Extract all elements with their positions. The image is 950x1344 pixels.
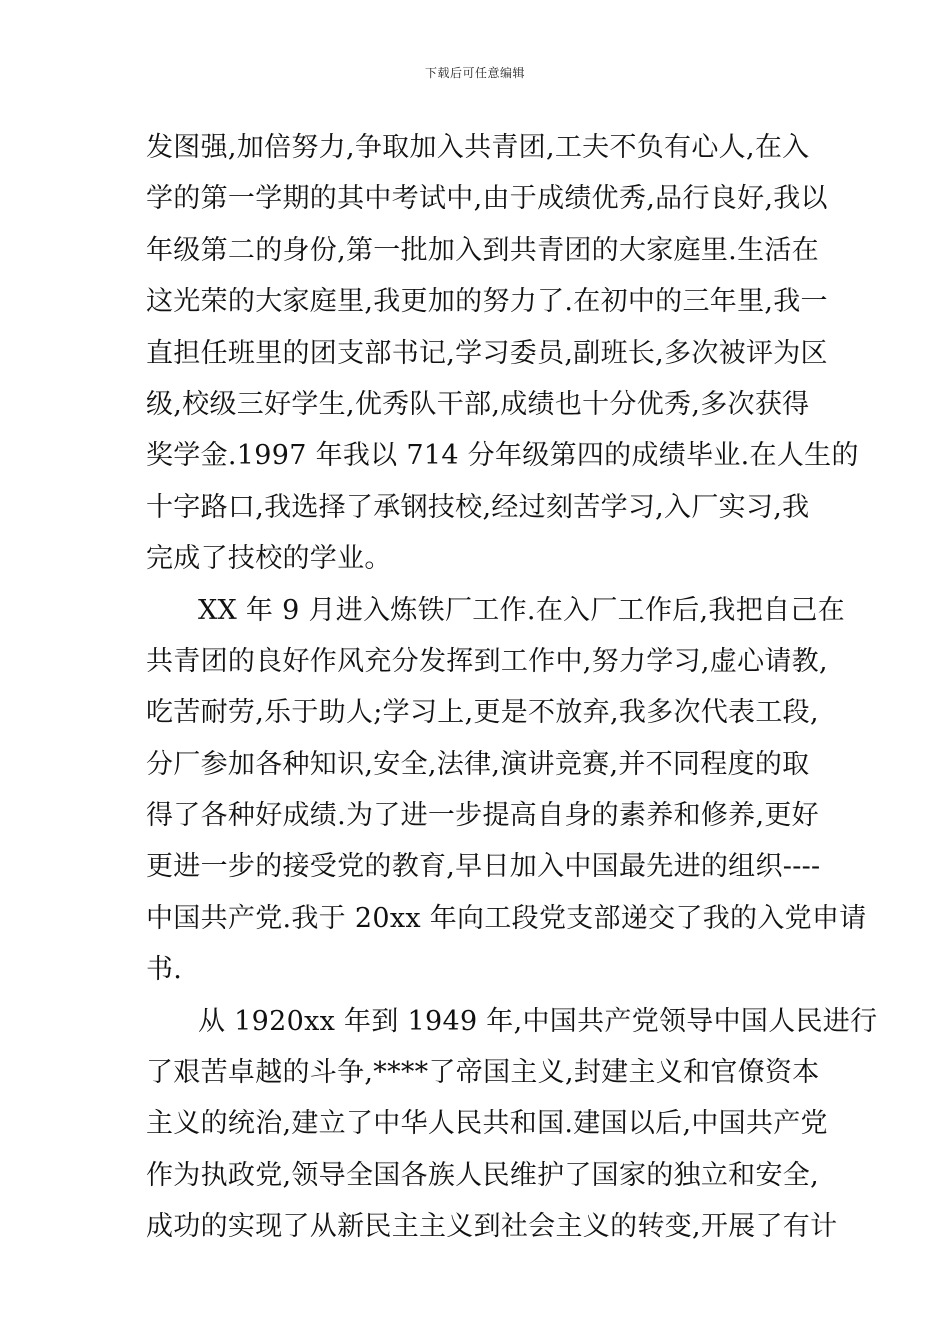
text-line: 成功的实现了从新民主主义到社会主义的转变,开展了有计	[146, 1211, 838, 1243]
text-line: 奖学金.1997 年我以 714 分年级第四的成绩毕业.在人生的	[146, 440, 859, 472]
text-line: 直担任班里的团支部书记,学习委员,副班长,多次被评为区	[146, 337, 828, 369]
text-line: 作为执政党,领导全国各族人民维护了国家的独立和安全,	[146, 1159, 819, 1191]
text-line: 中国共产党.我于 20xx 年向工段党支部递交了我的入党申请	[146, 902, 867, 934]
text-line: 十字路口,我选择了承钢技校,经过刻苦学习,入厂实习,我	[146, 491, 810, 523]
text-line: 这光荣的大家庭里,我更加的努力了.在初中的三年里,我一	[146, 286, 828, 318]
document-body	[146, 122, 878, 1253]
paragraph-2	[146, 585, 867, 996]
text-line: 从 1920xx 年到 1949 年,中国共产党领导中国人民进行	[198, 1005, 878, 1037]
text-line: 主义的统治,建立了中华人民共和国.建国以后,中国共产党	[146, 1108, 828, 1140]
page-header: 下载后可任意编辑	[424, 66, 525, 80]
text-line: XX 年 9 月进入炼铁厂工作.在入厂工作后,我把自己在	[198, 594, 845, 626]
paragraph-3	[146, 996, 878, 1253]
text-line: 分厂参加各种知识,安全,法律,演讲竞赛,并不同程度的取	[146, 748, 810, 780]
text-line: 年级第二的身份,第一批加入到共青团的大家庭里.生活在	[146, 234, 819, 266]
text-line: 发图强,加倍努力,争取加入共青团,工夫不负有心人,在入	[146, 132, 810, 163]
text-line: 更进一步的接受党的教育,早日加入中国最先进的组织----	[146, 851, 821, 883]
text-line: 完成了技校的学业。	[146, 543, 392, 575]
text-line: 级,校级三好学生,优秀队干部,成绩也十分优秀,多次获得	[146, 388, 810, 420]
text-line: 吃苦耐劳,乐于助人;学习上,更是不放弃,我多次代表工段,	[146, 697, 819, 729]
text-line: 得了各种好成绩.为了进一步提高自身的素养和修养,更好	[146, 800, 819, 832]
text-line: 共青团的良好作风充分发挥到工作中,努力学习,虚心请教,	[146, 645, 828, 677]
text-line: 书.	[146, 954, 183, 986]
text-line: 学的第一学期的其中考试中,由于成绩优秀,品行良好,我以	[146, 183, 828, 215]
paragraph-1	[146, 122, 859, 585]
text-line: 了艰苦卓越的斗争,****了帝国主义,封建主义和官僚资本	[146, 1057, 820, 1089]
